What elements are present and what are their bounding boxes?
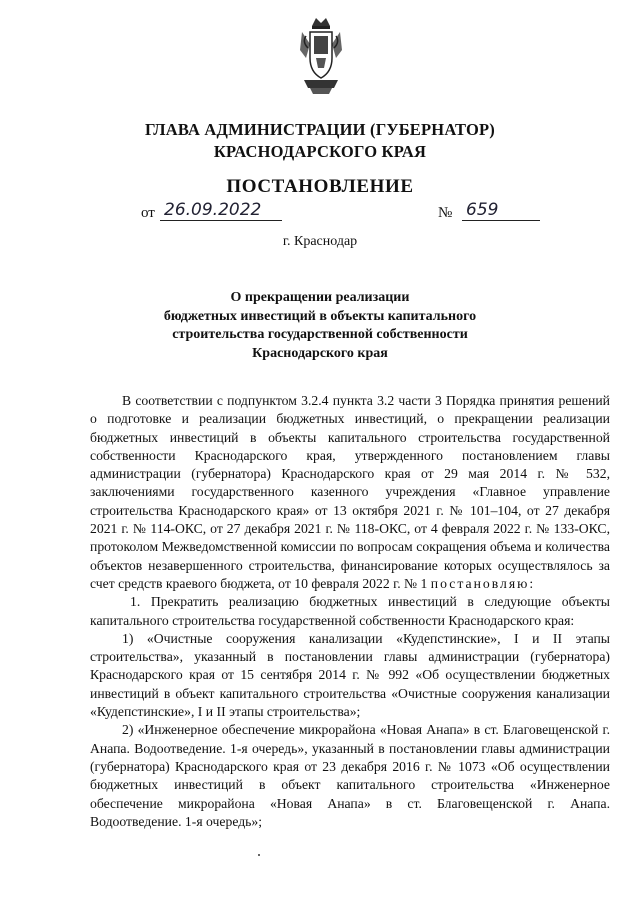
preamble-text: В соответствии с подпунктом 3.2.4 пункта 3.2 части 3 Порядка принятия решений о подготовке и реализации бюджетных инвестиций, о прекращении реализации бюджетных инвестиций в объекты капитального строительства государственной собственности Краснодарского края, утвержденного постановлением главы администрации (губернатора) Краснодарского края от 29 мая 2014 г. № 532, заключениями государственного казенного учреждения «Главное управление строительства Краснодарского края» от 13 октября 2021 г. № 101–104, от 27 декабря 2021 г. № 114-ОКС, от 27 декабря 2021 г. № 118-ОКС, от 4 февраля 2022 г. № 133-ОКС, протоколом Межведомственной комиссии по вопросам сокращения объема и количества объектов незавершенного строительства, финансирование которых осуществлялось за счет средств краевого бюджета, от 10 февраля 2022 г. № 1: [90, 393, 610, 591]
document-date: 26.09.2022: [160, 200, 282, 221]
item-1-1-paragraph: 1) «Очистные сооружения канализации «Кудепстинские», I и II этапы строительства», указанный в постановлении главы администрации (губернатора) Краснодарского края от 15 сентября 2014 г. № 992 «Об осуществлении бюджетных инвестиций в объект капитального строительства «Очистные сооружения канализации «Кудепстинские», I и II этапы строительства»;: [90, 630, 610, 720]
coat-of-arms-emblem: [296, 14, 346, 96]
issuer-line-1: ГЛАВА АДМИНИСТРАЦИИ (ГУБЕРНАТОР): [145, 120, 495, 139]
issuer-line-2: КРАСНОДАРСКОГО КРАЯ: [213, 142, 427, 161]
date-prefix: от: [141, 205, 155, 221]
subject-line: Краснодарского края: [252, 345, 388, 361]
document-body: [90, 392, 610, 831]
preamble-paragraph: [90, 392, 610, 593]
item-1-paragraph: 1. Прекратить реализацию бюджетных инвестиций в следующие объекты капитального строительства государственной собственности Краснодарского края:: [90, 594, 610, 628]
scan-mark: [258, 854, 260, 856]
number-prefix: №: [438, 205, 453, 221]
decree-word: постановляю:: [430, 575, 536, 591]
document-number: 659: [462, 200, 540, 221]
subject-line: бюджетных инвестиций в объекты капитального: [163, 308, 477, 324]
subject-line: О прекращении реализации: [230, 290, 410, 305]
city-line: г. Краснодар: [282, 234, 358, 249]
document-type-title: ПОСТАНОВЛЕНИЕ: [226, 176, 414, 197]
subject-line: строительства государственной собственности: [172, 327, 468, 342]
item-1-2-paragraph: 2) «Инженерное обеспечение микрорайона «Новая Анапа» в ст. Благовещенской г. Анапа. Водоотведение. 1-я очередь», указанный в постановлении главы администрации (губернатора) Краснодарского края от 23 декабря 2016 г. № 1073 «Об осуществлении бюджетных инвестиций в объект капитального строительства «Инженерное обеспечение микрорайона «Новая Анапа» в ст. Благовещенской г. Анапа. Водоотведение. 1-я очередь»;: [90, 722, 610, 829]
document-subject: [0, 289, 640, 363]
